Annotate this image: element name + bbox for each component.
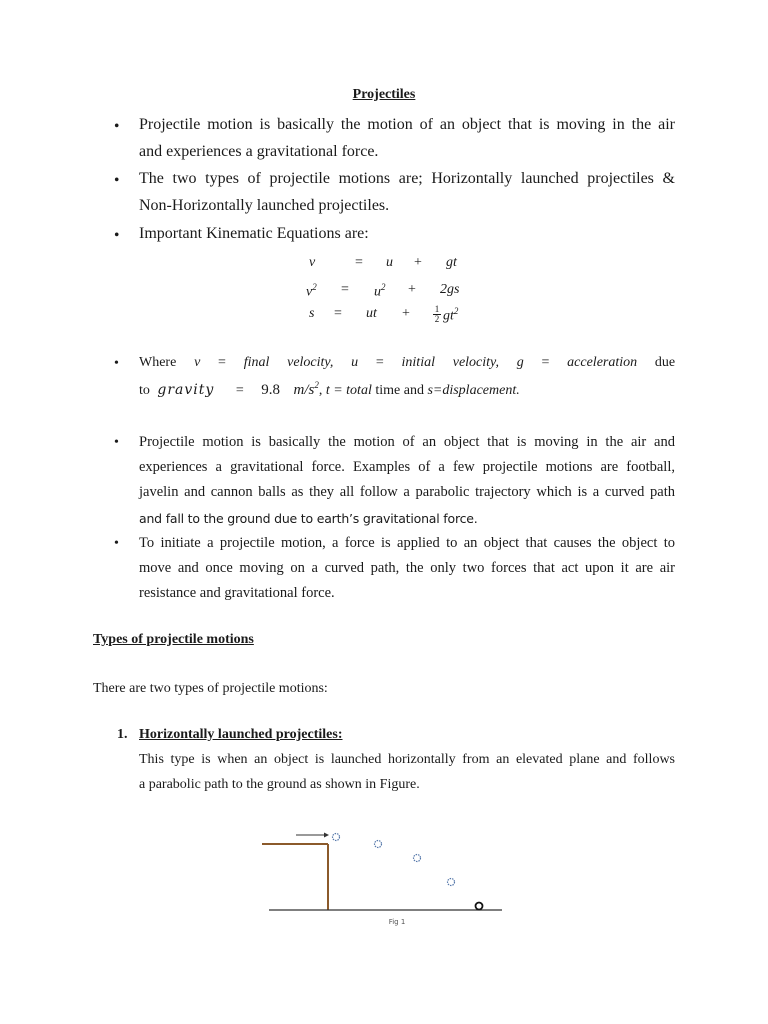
eq2-lhs: $v^2$ — [306, 282, 317, 300]
eq3-plus: + — [402, 306, 410, 321]
eq1-equals: = — [355, 255, 363, 270]
bullet-1-line-2: and experiences a gravitational force. — [139, 143, 379, 160]
bullet-3-line-1: Important Kinematic Equations are: — [139, 225, 369, 242]
numbered-item-number: 1. — [117, 727, 128, 742]
eq3-term-b: $gt^2$ — [443, 306, 459, 324]
bullet-5-line-1: Projectile motion is basically the motion of an object that is moving in the air and — [139, 434, 675, 450]
eq1-lhs: v — [309, 255, 316, 270]
page-title: Projectiles — [352, 87, 416, 102]
bullet-5-line-4: and fall to the ground due to earth’s gravitational force. — [139, 511, 478, 526]
bullet-2-line-1: The two types of projectile motions are; Horizontally launched projectiles & — [139, 170, 675, 187]
ball-landing — [476, 903, 483, 910]
where-line-1: Where v = final velocity, u = initial velocity, g = acceleration due — [139, 355, 676, 370]
where-line-2: to gravity = 9.8 $m/s^2$, t = total time and s=displacement. — [139, 380, 520, 398]
bullet-1-line-1: Projectile motion is basically the motion of an object that is moving in the air — [139, 116, 675, 133]
bullet-2-marker: • — [114, 172, 120, 189]
ball-position-4 — [448, 879, 455, 886]
bullet-5-marker: • — [114, 435, 119, 450]
numbered-item-line-2: a parabolic path to the ground as shown in Figure. — [139, 777, 420, 792]
bullet-4-marker: • — [114, 356, 119, 371]
bullet-3-marker: • — [114, 227, 120, 244]
eq3-fraction: $\frac{1}{2}$ — [434, 304, 440, 324]
bullet-6-line-1: To initiate a projectile motion, a force is applied to an object that causes the object to — [139, 535, 675, 551]
section-heading: Types of projectile motions — [93, 632, 254, 647]
bullet-6-line-3: resistance and gravitational force. — [139, 585, 335, 601]
eq2-equals: = — [341, 282, 349, 297]
eq1-plus: + — [414, 255, 422, 270]
eq2-term-b: 2gs — [440, 282, 460, 297]
ball-position-2 — [375, 841, 382, 848]
bullet-5-line-3: javelin and cannon balls as they all follow a parabolic trajectory which is a curved path — [139, 484, 675, 500]
numbered-item-line-1: This type is when an object is launched horizontally from an elevated plane and follows — [139, 752, 675, 767]
eq3-lhs: s — [309, 306, 315, 321]
eq2-term-a: $u^2$ — [374, 282, 386, 300]
gravity-unit: $m/s^2$ — [293, 380, 319, 398]
bullet-5-line-2: experiences a gravitational force. Examples of a few projectile motions are football, — [139, 459, 675, 475]
ball-position-1 — [333, 834, 340, 841]
bullet-1-marker: • — [114, 118, 120, 135]
numbered-item-title: Horizontally launched projectiles: — [139, 727, 343, 742]
bullet-6-line-2: move and once moving on a curved path, the only two forces that act upon it are air — [139, 560, 675, 576]
bullet-2-line-2: Non-Horizontally launched projectiles. — [139, 197, 390, 214]
launch-arrow-icon — [324, 833, 329, 838]
bullet-6-marker: • — [114, 536, 119, 551]
eq3-term-a: ut — [366, 306, 377, 321]
section-intro: There are two types of projectile motions: — [93, 681, 328, 696]
ball-position-3 — [414, 855, 421, 862]
eq1-term-b: gt — [446, 255, 457, 270]
figure-caption: Fig 1 — [388, 918, 406, 926]
eq2-plus: + — [408, 282, 416, 297]
eq3-equals: = — [334, 306, 342, 321]
eq1-term-a: u — [386, 255, 393, 270]
